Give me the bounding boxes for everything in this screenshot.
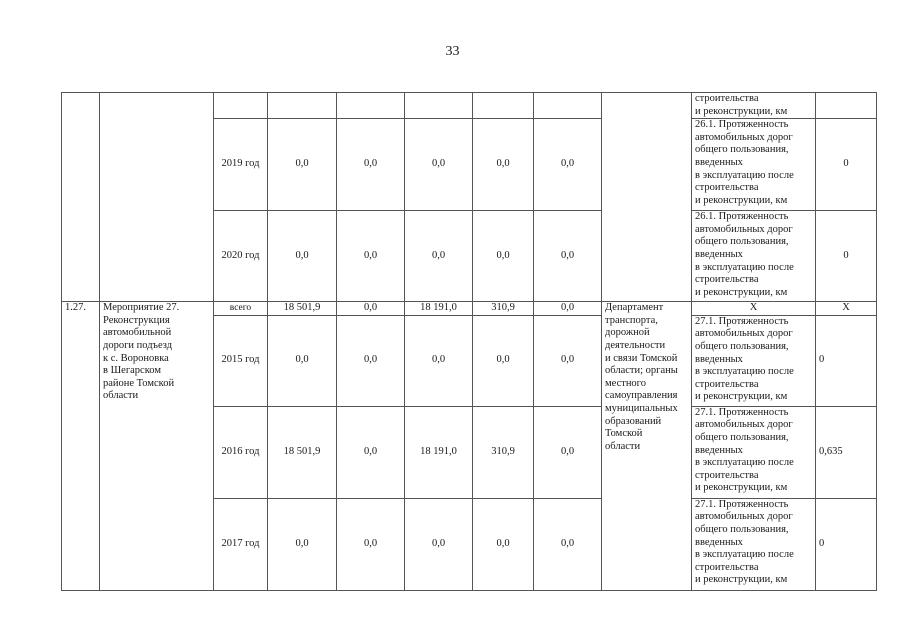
table-row: 2020 год 0,0 0,0 0,0 0,0 0,0 26.1. Протяженность автомобильных дорог общего пользования, введенных в эксплуатацию после строительства и реконструкции, км 0 <box>62 211 877 302</box>
table-row: 2019 год 0,0 0,0 0,0 0,0 0,0 26.1. Протяженность автомобильных дорог общего пользования, введенных в эксплуатацию после строительства и реконструкции, км 0 <box>62 119 877 211</box>
indicator-cell: 26.1. Протяженность автомобильных дорог общего пользования, введенных в эксплуатацию после строительства и реконструкции, км <box>692 211 816 302</box>
measure-name: Мероприятие 27. Реконструкция автомобильной дороги подъезд к с. Вороновка в Шегарском районе Томской области <box>100 302 214 591</box>
executor-cell: Департамент транспорта, дорожной деятельности и связи Томской области; органы местного самоуправления муниципальных образований Томской области <box>602 302 692 591</box>
year-cell: 2017 год <box>214 498 268 590</box>
name-cell <box>100 93 214 302</box>
indicator-cell: 26.1. Протяженность автомобильных дорог общего пользования, введенных в эксплуатацию после строительства и реконструкции, км <box>692 119 816 211</box>
year-cell: 2015 год <box>214 315 268 406</box>
indicator-value: 0 <box>816 315 877 406</box>
total-label: всего <box>214 302 268 316</box>
indicator-value: 0 <box>816 119 877 211</box>
indicator-value: 0,635 <box>816 406 877 498</box>
table-row: 2016 год 18 501,9 0,0 18 191,0 310,9 0,0 27.1. Протяженность автомобильных дорог общего пользования, введенных в эксплуатацию после строительства и реконструкции, км 0,635 <box>62 406 877 498</box>
indicator-cell: 27.1. Протяженность автомобильных дорог общего пользования, введенных в эксплуатацию после строительства и реконструкции, км <box>692 406 816 498</box>
year-cell: 2019 год <box>214 119 268 211</box>
indicator-value: 0 <box>816 211 877 302</box>
indicator-cell: строительства и реконструкции, км <box>692 93 816 119</box>
page-number: 33 <box>445 44 460 59</box>
table-row-total: 1.27. Мероприятие 27. Реконструкция автомобильной дороги подъезд к с. Вороновка в Шегарском районе Томской области всего 18 501,9 0,0 18 191,0 310,9 0,0 Департамент транспорта, дорожной деятельности и связи Томской области; органы местного самоуправления муниципальных образований Томской области X X <box>62 302 877 316</box>
indicator-cell: 27.1. Протяженность автомобильных дорог общего пользования, введенных в эксплуатацию после строительства и реконструкции, км <box>692 498 816 590</box>
table-row <box>62 93 877 119</box>
indicator-cell: 27.1. Протяженность автомобильных дорог общего пользования, введенных в эксплуатацию после строительства и реконструкции, км <box>692 315 816 406</box>
program-table <box>61 92 877 591</box>
number-cell <box>62 93 100 302</box>
year-cell: 2020 год <box>214 211 268 302</box>
table-row: 2017 год 0,0 0,0 0,0 0,0 0,0 27.1. Протяженность автомобильных дорог общего пользования, введенных в эксплуатацию после строительства и реконструкции, км 0 <box>62 498 877 590</box>
indicator-value: 0 <box>816 498 877 590</box>
table-row: 2015 год 0,0 0,0 0,0 0,0 0,0 27.1. Протяженность автомобильных дорог общего пользования, введенных в эксплуатацию после строительства и реконструкции, км 0 <box>62 315 877 406</box>
year-cell: 2016 год <box>214 406 268 498</box>
executor-cell <box>602 93 692 302</box>
measure-number: 1.27. <box>62 302 100 591</box>
